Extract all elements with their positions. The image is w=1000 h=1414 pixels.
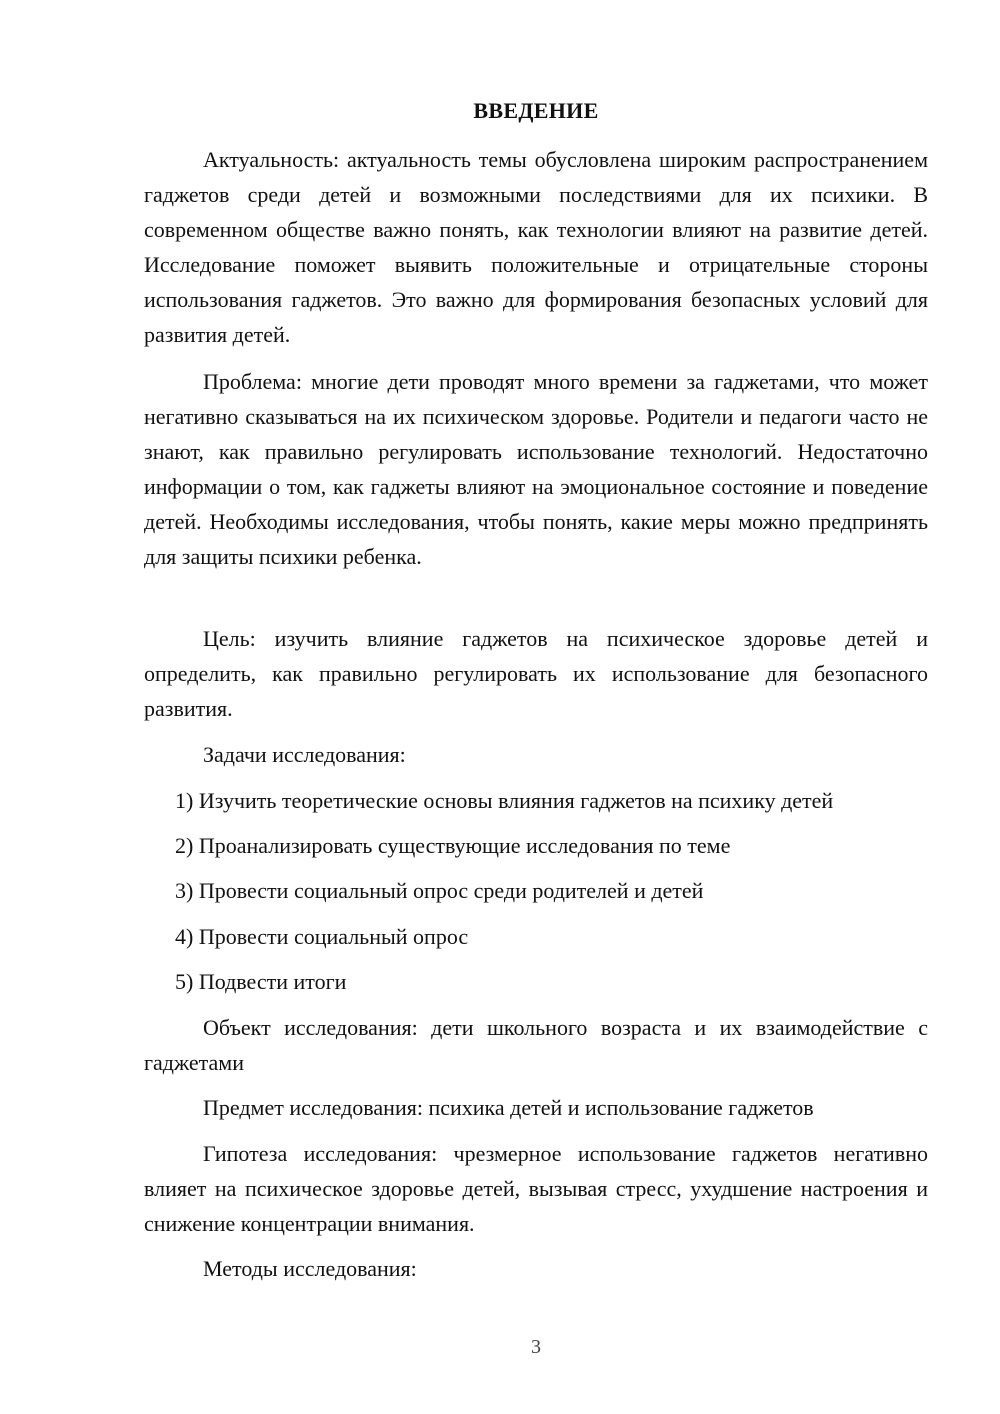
section-heading: ВВЕДЕНИЕ	[473, 98, 599, 123]
hypothesis-paragraph: Гипотеза исследования: чрезмерное использование гаджетов негативно влияет на психическое здоровье детей, вызывая стресс, ухудшение настроения и снижение концентрации внимания.	[144, 1141, 928, 1236]
task-item: 4) Провести социальный опрос	[175, 924, 469, 949]
subject-paragraph: Предмет исследования: психика детей и использование гаджетов	[203, 1095, 814, 1120]
task-item: 1) Изучить теоретические основы влияния гаджетов на психику детей	[175, 788, 834, 813]
methods-title: Методы исследования:	[203, 1256, 417, 1281]
problem-paragraph: Проблема: многие дети проводят много времени за гаджетами, что может негативно сказываться на их психическом здоровье. Родители и педагоги часто не знают, как правильно регулировать использование технологий. Недостаточно информации о том, как гаджеты влияют на эмоциональное состояние и поведение детей. Необходимы исследования, чтобы понять, какие меры можно предпринять для защиты психики ребенка.	[144, 369, 928, 569]
task-item: 5) Подвести итоги	[175, 969, 347, 994]
task-item: 2) Проанализировать существующие исследования по теме	[175, 833, 731, 858]
goal-paragraph: Цель: изучить влияние гаджетов на психическое здоровье детей и определить, как правильно регулировать их использование для безопасного развития.	[144, 626, 928, 721]
task-item: 3) Провести социальный опрос среди родителей и детей	[175, 878, 704, 903]
relevance-paragraph: Актуальность: актуальность темы обусловлена широким распространением гаджетов среди детей и возможными последствиями для их психики. В современном обществе важно понять, как технологии влияют на развитие детей. Исследование поможет выявить положительные и отрицательные стороны использования гаджетов. Это важно для формирования безопасных условий для развития детей.	[144, 147, 928, 347]
page-number: 3	[531, 1336, 541, 1358]
object-paragraph: Объект исследования: дети школьного возраста и их взаимодействие с гаджетами	[144, 1015, 928, 1075]
tasks-title: Задачи исследования:	[203, 742, 406, 767]
